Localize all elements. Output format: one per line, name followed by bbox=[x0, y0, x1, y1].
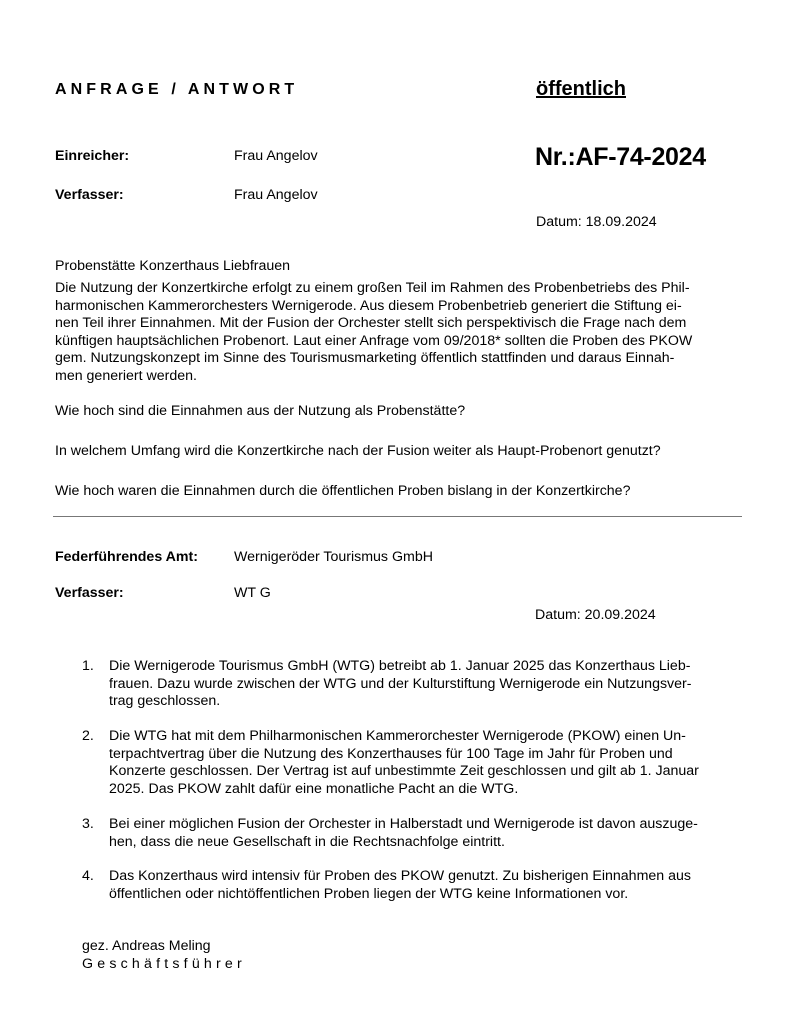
request-subject: Probenstätte Konzerthaus Liebfrauen bbox=[55, 258, 291, 274]
signature-title: Geschäftsführer bbox=[82, 956, 246, 972]
submitter-value: Frau Angelov bbox=[234, 148, 318, 164]
answer-line: trag geschlossen. bbox=[109, 693, 221, 709]
answer-line: Bei einer möglichen Fusion der Orchester in Halberstadt und Wernigerode ist davon auszuge- bbox=[109, 816, 698, 832]
answer-line: frauen. Dazu wurde zwischen der WTG und der Kulturstiftung Wernigerode ein Nutzungsver- bbox=[109, 675, 692, 692]
answer-number: 3. bbox=[82, 816, 94, 832]
request-body bbox=[55, 280, 745, 385]
request-author-value: Frau Angelov bbox=[234, 187, 318, 203]
office-label: Federführendes Amt: bbox=[55, 549, 198, 565]
answer-line: hen, dass die neue Gesellschaft in die Rechtsnachfolge eintritt. bbox=[109, 833, 505, 850]
answer-line: 2025. Das PKOW zahlt dafür eine monatliche Pacht an die WTG. bbox=[109, 780, 519, 797]
body-line: men generiert werden. bbox=[55, 367, 197, 384]
document-number: Nr.:AF-74-2024 bbox=[535, 143, 706, 171]
question-1: Wie hoch sind die Einnahmen aus der Nutzung als Probenstätte? bbox=[55, 403, 466, 419]
answer-line: Konzerte geschlossen. Der Vertrag ist auf unbestimmte Zeit geschlossen und gilt ab 1. Januar bbox=[109, 763, 699, 779]
body-line: nen Teil ihrer Einnahmen. Mit der Fusion der Orchester stellt sich perspektivisch die Frage nach dem bbox=[55, 315, 687, 331]
body-line: Die Nutzung der Konzertkirche erfolgt zu einem großen Teil im Rahmen des Probenbetriebs des Phil- bbox=[55, 280, 690, 296]
answer-number: 4. bbox=[82, 868, 94, 884]
body-line: harmonischen Kammerorchesters Wernigerode. Aus diesem Probenbetrieb generiert die Stiftung ei- bbox=[55, 297, 682, 314]
section-divider bbox=[53, 516, 742, 517]
question-2: In welchem Umfang wird die Konzertkirche nach der Fusion weiter als Haupt-Probenort genutzt? bbox=[55, 443, 661, 459]
submitter-label: Einreicher: bbox=[55, 148, 130, 164]
body-line: gem. Nutzungskonzept im Sinne des Tourismusmarketing öffentlich stattfinden und daraus Einnah- bbox=[55, 350, 675, 366]
response-author-label: Verfasser: bbox=[55, 585, 124, 601]
answer-number: 1. bbox=[82, 658, 94, 674]
request-date: Datum: 18.09.2024 bbox=[536, 214, 657, 230]
answer-line: öffentlichen oder nichtöffentlichen Proben liegen der WTG keine Informationen vor. bbox=[109, 885, 629, 902]
document-title: ANFRAGE / ANTWORT bbox=[55, 81, 299, 98]
visibility-label: öffentlich bbox=[536, 78, 626, 100]
answer-line: terpachtvertrag über die Nutzung des Konzerthauses für 100 Tage im Jahr für Proben und bbox=[109, 745, 673, 762]
answer-number: 2. bbox=[82, 728, 94, 744]
question-3: Wie hoch waren die Einnahmen durch die öffentlichen Proben bislang in der Konzertkirche? bbox=[55, 483, 631, 499]
answer-line: Das Konzerthaus wird intensiv für Proben des PKOW genutzt. Zu bisherigen Einnahmen aus bbox=[109, 868, 691, 884]
response-date: Datum: 20.09.2024 bbox=[535, 607, 656, 623]
response-author-value: WT G bbox=[234, 585, 271, 601]
body-line: künftigen hauptsächlichen Probenort. Laut einer Anfrage vom 09/2018* sollten die Proben des PKOW bbox=[55, 332, 693, 349]
signature-name: gez. Andreas Meling bbox=[82, 938, 211, 954]
office-value: Wernigeröder Tourismus GmbH bbox=[234, 549, 433, 565]
answer-line: Die Wernigerode Tourismus GmbH (WTG) betreibt ab 1. Januar 2025 das Konzerthaus Lieb- bbox=[109, 658, 691, 674]
request-author-label: Verfasser: bbox=[55, 187, 124, 203]
answer-line: Die WTG hat mit dem Philharmonischen Kammerorchester Wernigerode (PKOW) einen Un- bbox=[109, 728, 686, 744]
